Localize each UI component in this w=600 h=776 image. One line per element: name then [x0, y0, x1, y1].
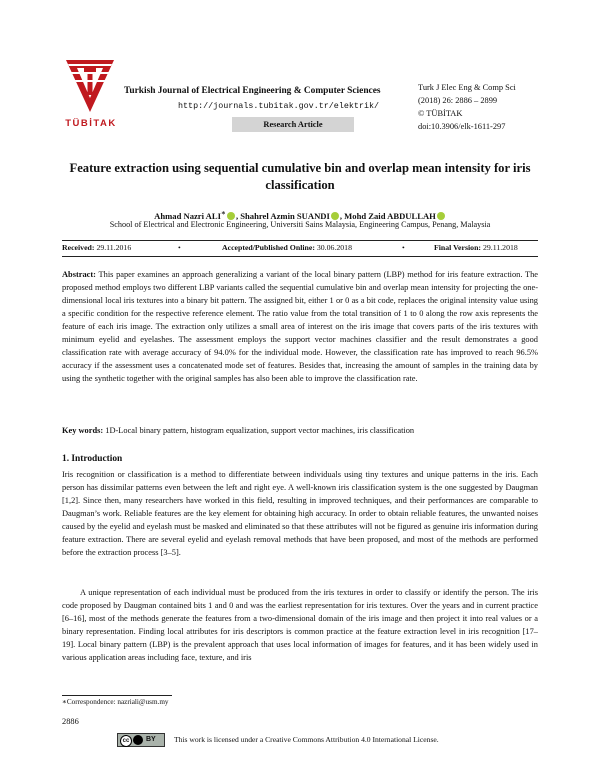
cc-license-badge[interactable] [117, 733, 165, 747]
corresponding-mark: ∗ [220, 209, 226, 217]
license-text: This work is licensed under a Creative Commons Attribution 4.0 International License. [174, 735, 439, 744]
abstract [62, 268, 538, 385]
accepted-date: Accepted/Published Online: 30.06.2018 [222, 243, 352, 252]
author-name: Ahmad Nazri ALI [154, 210, 221, 221]
keywords-text: 1D-Local binary pattern, histogram equalization, support vector machines, iris classification [105, 426, 415, 435]
correspondence-footnote: ∗Correspondence: nazriali@usm.my [62, 698, 169, 706]
orcid-icon[interactable] [331, 212, 339, 220]
bullet: • [178, 243, 181, 252]
orcid-icon[interactable] [227, 212, 235, 220]
page-number: 2886 [62, 717, 79, 726]
citation-volume: (2018) 26: 2886 – 2899 [418, 96, 498, 105]
journal-url-link[interactable]: http://journals.tubitak.gov.tr/elektrik/ [178, 101, 380, 111]
citation-doi[interactable]: doi:10.3906/elk-1611-297 [418, 122, 506, 131]
article-type-badge: Research Article [232, 117, 354, 132]
bullet: • [402, 243, 405, 252]
author-name: , Mohd Zaid ABDULLAH [339, 210, 436, 221]
intro-paragraph: Iris recognition or classification is a method to differentiate between individuals using tiny textures and unique patterns in the iris. Each person has dissimilar patterns even between the left and right eye. A well-known iris classification system is the one suggested by Daugman [1,2]. Since then, many researchers have worked in this field, resulting in improved techniques, and their performances are comparable to Daugman’s work. Reliable features are the key element for obtaining high accuracy. In order to obtain reliable features, the unwanted noises caused by the eyelid and eyelash must be masked and eliminated so that these attributes will not be figured as genuine iris information during feature extraction. There are several eyelid and eyelash removal methods that have been proposed, and most of the methods are performed before the extraction process [3–5]. [62, 470, 538, 558]
journal-name: Turkish Journal of Electrical Engineering & Computer Sciences [124, 86, 381, 96]
citation-copyright: © TÜBİTAK [418, 109, 463, 118]
cc-by-label: BY [146, 736, 156, 743]
intro-paragraph: A unique representation of each individual must be produced from the iris textures in order to classify or identify the person. The iris code proposed by Daugman contained bits 1 and 0 and was the earliest representation for iris textures. Over the years and in current practice [6–16], most of the methods generate the features from a two-dimensional domain of the iris image and then project it into real values or a binary representation. Finding local attributes for iris descriptors is common practice at the feature extraction level in iris recognition [17–19]. Local binary pattern (LBP) is the prevalent approach that uses local information of images for features, and it has been widely used in various application areas including face, texture, and iris [62, 588, 538, 663]
section-heading: 1. Introduction [62, 454, 123, 464]
affiliation: School of Electrical and Electronic Engineering, Universiti Sains Malaysia, Engineering Campus, Penang, Malaysia [109, 220, 491, 229]
attribution-icon [133, 735, 143, 745]
divider [62, 256, 538, 257]
keywords [62, 424, 538, 437]
citation-block [418, 81, 516, 133]
abstract-text: This paper examines an approach generalizing a variant of the local binary pattern (LBP) method for iris feature extraction. The proposed method employs two different LBP variants called the sequential cumulative bin and overlap mean intensity for projecting the one-dimensional local iris textures into a binary bit pattern. The assigned bit, either 1 or 0 as a bit code, replaces the original intensity value using a specific condition for the respective reference element. The ratio value from the total transition of 1 to 0 along the row axis represents the feature of each iris image. The extraction only utilizes a small area of interest on the iris image that covers parts of the iris textures with minimum eyelid and eyelashes. The assessment employs the support vector machines classifier and the result demonstrates a good classification rate with average accuracy of 94.0% for the individual mode. However, the classification rate has improved to reach 96.5% accuracy if the assessment uses a concatenated mode set of features. Besides that, increasing the amount of samples in the training data by using the synthetic together with the original samples has also been able to improve the classification rate. [62, 270, 538, 384]
divider [62, 240, 538, 241]
citation-journal: Turk J Elec Eng & Comp Sci [418, 83, 516, 92]
logo-wordmark: TÜBİTAK [65, 118, 117, 129]
author-name: , Shahrel Azmin SUANDI [235, 210, 330, 221]
cc-icon: cc [120, 735, 132, 747]
dates-strip [62, 243, 538, 255]
tubitak-logo-icon [62, 54, 118, 118]
abstract-label: Abstract: [62, 270, 96, 279]
received-date: Received: 29.11.2016 [62, 243, 132, 252]
paper-title: Feature extraction using sequential cumulative bin and overlap mean intensity for iris classification [69, 161, 531, 192]
orcid-icon[interactable] [437, 212, 445, 220]
final-date: Final Version: 29.11.2018 [434, 243, 518, 252]
footnote-divider [62, 695, 172, 696]
author-list [60, 208, 540, 221]
keywords-label: Key words: [62, 426, 104, 435]
